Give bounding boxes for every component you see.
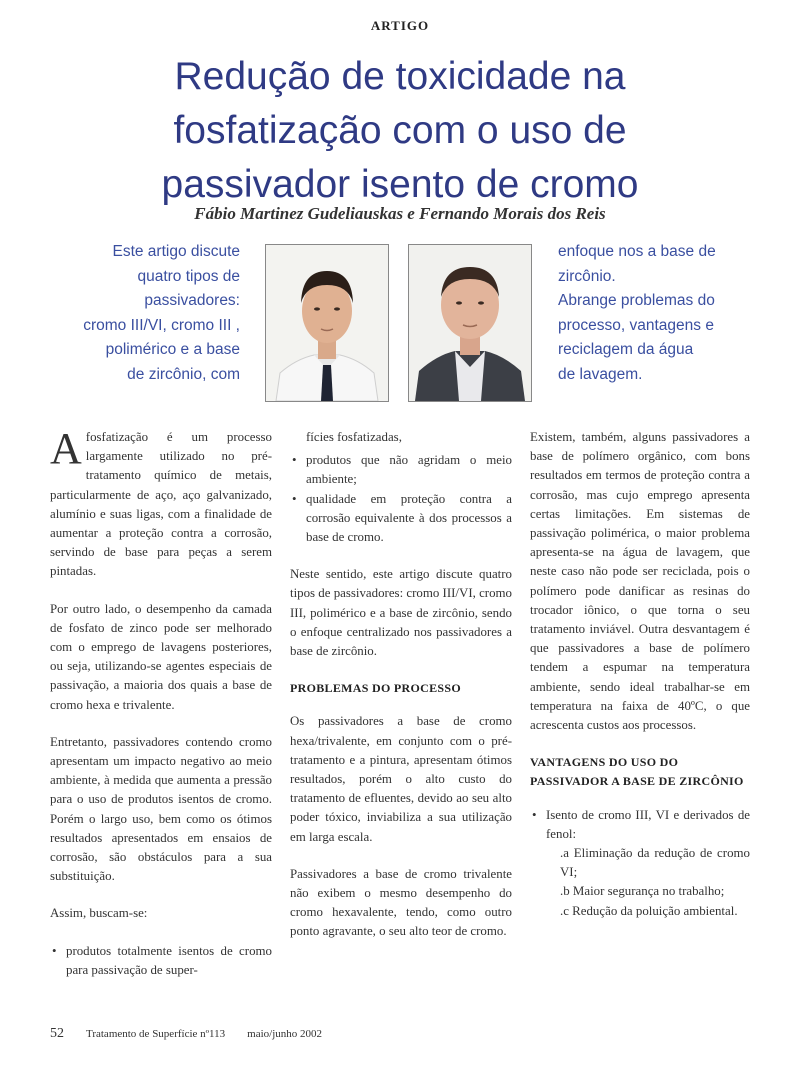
sub-list-item: .b Maior segurança no trabalho; — [560, 884, 725, 899]
paragraph: Passivadores a base de cromo trivalente não exibem o mesmo desempenho do cromo hexavalente, tendo, como outro ponto agravante, o seu alto teor de cromo. — [290, 866, 512, 939]
author-photo-1 — [265, 244, 389, 402]
page-footer — [50, 1024, 750, 1042]
issue-date: maio/junho 2002 — [247, 1028, 323, 1040]
list-item: • produtos totalmente isentos de cromo para passivação de super- — [50, 942, 272, 980]
paragraph: Por outro lado, o desempenho da camada de fosfato de zinco pode ser melhorado com o emprego de lavagens posteriores, ou seja, utilizando-se agentes especiais de passivação, a maioria dos quais a base de cromo hexa e trivalente. — [50, 601, 272, 712]
title-line: passivador isento de cromo — [161, 163, 639, 206]
section-label: ARTIGO — [370, 18, 430, 33]
body-column-2 — [290, 428, 512, 960]
intro-left — [40, 240, 240, 387]
paragraph: fícies fosfatizadas, — [306, 430, 402, 444]
intro-line: processo, vantagens e — [558, 316, 714, 334]
intro-right — [558, 240, 763, 387]
body-column-3 — [530, 428, 750, 939]
intro-line: quatro tipos de — [137, 267, 240, 285]
author-photo-2 — [408, 244, 532, 402]
bullet-list — [290, 451, 512, 547]
sub-list-item: .c Redução da poluição ambiental. — [560, 903, 738, 918]
list-item: • produtos que não agridam o meio ambiente; — [290, 451, 512, 489]
magazine-name: Tratamento de Superfície nº113 — [86, 1028, 226, 1040]
intro-line: polimérico e a base — [105, 341, 240, 358]
intro-line: de zircônio, com — [127, 365, 240, 383]
drop-cap: A — [50, 424, 82, 473]
paragraph: Entretanto, passivadores contendo cromo apresentam um impacto negativo ao meio ambiente, à medida que aumenta a pressão para o uso de produtos isentos de cromo. Porém o largo uso, bem como os ótimos resultados apresentados em ensaios de corrosão, são obstáculos para a sua substituição. — [50, 734, 272, 884]
paragraph — [50, 424, 272, 582]
intro-line: Este artigo discute — [112, 243, 240, 260]
intro-line: enfoque nos a base de — [558, 243, 716, 260]
body-column-1 — [50, 424, 272, 998]
authors: Fábio Martinez Gudeliauskas e Fernando Morais dos Reis — [194, 204, 606, 223]
bullet-list — [530, 806, 750, 921]
author-portrait-2 — [409, 245, 531, 401]
intro-line: Abrange problemas do — [558, 292, 715, 309]
paragraph: Neste sentido, este artigo discute quatro tipos de passivadores: cromo III/VI, cromo III, polimérico e a base de zircônio, sendo o enfoque centralizado nos passivadores a base de zircônio. — [290, 567, 512, 659]
title-line: fosfatização com o uso de — [173, 109, 627, 152]
page-number: 52 — [50, 1026, 64, 1041]
paragraph: Existem, também, alguns passivadores a base de polímero orgânico, com bons resultados em termos de proteção contra a corrosão, mas cujo emprego apresenta certas limitações. Em sistemas de passivação polimérica, o maior problema apresenta-se na água de lavagem, que neste caso não pode ser reciclada, pois o polímero pode danificar as resinas do trocador iônico, o que torna o seu tratamento inviável. Outra desvantagem é que passivadores a base de polímero tendem a espumar na temperatura ambiente, sendo ideal trabalhar-se em temperatura na faixa de 40ºC, o que acrescenta custos aos processos. — [530, 430, 750, 733]
bullet-list — [50, 942, 272, 980]
sub-list — [546, 844, 750, 921]
list-item — [530, 806, 750, 921]
article-title — [60, 50, 740, 212]
title-line: Redução de toxicidade na — [174, 55, 626, 98]
intro-line: de lavagem. — [558, 365, 643, 383]
paragraph: Os passivadores a base de cromo hexa/trivalente, em conjunto com o pré-tratamento e a pintura, apresentam ótimos resultados, porém o alto custo do tratamento de efluentes, devido ao seu alto poder tóxico, inviabiliza a sua utilização em larga escala. — [290, 714, 512, 844]
section-heading: PROBLEMAS DO PROCESSO — [290, 681, 461, 696]
section-heading: VANTAGENS DO USO DO PASSIVADOR A BASE DE ZIRCÔNIO — [530, 755, 744, 789]
paragraph-text: fosfatização é um processo largamente utilizado no pré-tratamento químico de metais, particularmente de aço, aço galvanizado, alumínio e suas ligas, com a finalidade de aumentar a proteção contra a corrosão, servindo de base para peças a serem pintadas. — [50, 430, 272, 579]
paragraph: Assim, buscam-se: — [50, 906, 148, 921]
intro-line: zircônio. — [558, 267, 616, 285]
list-item-text: Isento de cromo III, VI e derivados de fenol: — [546, 807, 750, 841]
intro-line: reciclagem da água — [558, 341, 694, 358]
list-item: • qualidade em proteção contra a corrosão equivalente à dos processos a base de cromo. — [290, 490, 512, 548]
author-portrait-1 — [266, 245, 388, 401]
intro-line: cromo III/VI, cromo III , — [83, 316, 240, 334]
sub-list-item: .a Eliminação da redução de cromo VI; — [560, 846, 750, 880]
intro-line: passivadores: — [144, 292, 240, 309]
